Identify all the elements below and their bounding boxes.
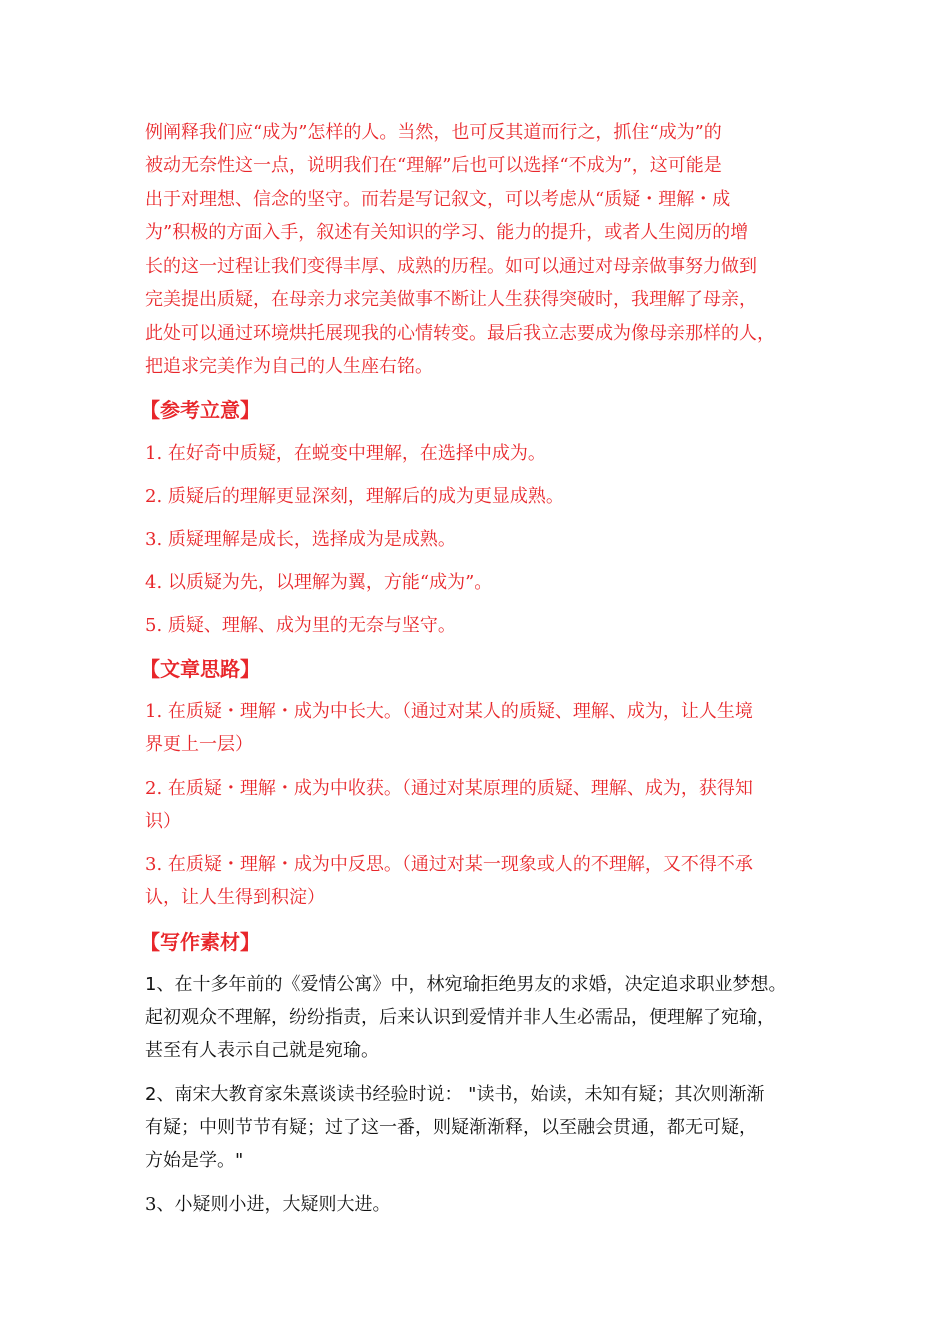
text-line: 把追求完美作为自己的人生座右铭。 (145, 356, 433, 377)
section-heading: 【文章思路】 (140, 657, 260, 681)
material-line: 3、小疑则小进，大疑则大进。 (145, 1194, 391, 1215)
list-item: 3. 在质疑・理解・成为中反思。（通过对某一现象或人的不理解，又不得不承 (145, 854, 753, 875)
material-line: 起初观众不理解，纷纷指责，后来认识到爱情并非人生必需品，便理解了宛瑜， (145, 1007, 775, 1028)
list-item: 1. 在质疑・理解・成为中长大。（通过对某人的质疑、理解、成为，让人生境 (145, 701, 753, 722)
text-line: 被动无奈性这一点，说明我们在“理解”后也可以选择“不成为”，这可能是 (145, 155, 722, 176)
material-line: 方始是学。" (145, 1150, 244, 1171)
text-line: 此处可以通过环境烘托展现我的心情转变。最后我立志要成为像母亲那样的人， (145, 323, 775, 344)
text-line: 出于对理想、信念的坚守。而若是写记叙文，可以考虑从“质疑・理解・成 (145, 189, 731, 210)
material-line: 有疑；中则节节有疑；过了这一番，则疑渐渐释，以至融会贯通，都无可疑， (145, 1117, 757, 1138)
list-item: 2. 质疑后的理解更显深刻，理解后的成为更显成熟。 (145, 486, 564, 507)
list-item: 3. 质疑理解是成长，选择成为是成熟。 (145, 529, 456, 550)
section-heading: 【参考立意】 (140, 398, 260, 422)
list-item: 2. 在质疑・理解・成为中收获。（通过对某原理的质疑、理解、成为，获得知 (145, 778, 753, 799)
list-item: 界更上一层） (145, 734, 253, 755)
text-line: 例阐释我们应“成为”怎样的人。当然，也可反其道而行之，抓住“成为”的 (145, 122, 722, 143)
text-line: 长的这一过程让我们变得丰厚、成熟的历程。如可以通过对母亲做事努力做到 (145, 256, 757, 277)
material-line: 2、南宋大教育家朱熹谈读书经验时说： "读书，始读，未知有疑；其次则渐渐 (145, 1084, 765, 1105)
section-heading: 【写作素材】 (140, 930, 260, 954)
list-item: 1. 在好奇中质疑，在蜕变中理解，在选择中成为。 (145, 443, 546, 464)
material-line: 甚至有人表示自己就是宛瑜。 (145, 1040, 379, 1061)
list-item: 认，让人生得到积淀） (145, 887, 325, 908)
list-item: 识） (145, 811, 181, 832)
text-line: 完美提出质疑，在母亲力求完美做事不断让人生获得突破时，我理解了母亲， (145, 289, 757, 310)
list-item: 5. 质疑、理解、成为里的无奈与坚守。 (145, 615, 456, 636)
text-line: 为”积极的方面入手，叙述有关知识的学习、能力的提升，或者人生阅历的增 (145, 222, 749, 243)
list-item: 4. 以质疑为先，以理解为翼，方能“成为”。 (145, 572, 493, 593)
material-line: 1、在十多年前的《爱情公寓》中，林宛瑜拒绝男友的求婚，决定追求职业梦想。 (145, 974, 787, 995)
